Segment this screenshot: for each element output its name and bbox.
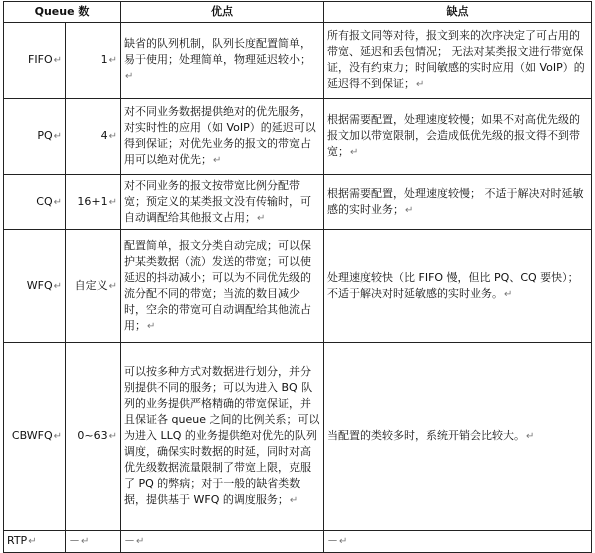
queue-count: － [69, 534, 80, 547]
return-mark-icon: ↵ [53, 55, 62, 66]
pros-text: 对不同业务数据提供绝对的优先服务，对实时性的应用（如 VoIP）的延迟可以得到保证；对优先业务的报文的带宽占用可以绝对优先； [124, 105, 316, 166]
queue-name-cell [4, 99, 66, 175]
return-mark-icon: ↵ [108, 55, 117, 66]
return-mark-icon: ↵ [339, 536, 348, 547]
table-row [4, 531, 592, 553]
return-mark-icon: ↵ [147, 320, 156, 332]
return-mark-icon: ↵ [108, 431, 117, 442]
queue-name: WFQ [26, 278, 53, 292]
queue-count-cell [66, 343, 121, 531]
pros-cell [121, 175, 324, 230]
pros-cell [121, 343, 324, 531]
pros-text: 缺省的队列机制，队列长度配置简单，易于使用；处理简单，物理延迟较小； [124, 37, 311, 66]
table-row [4, 230, 592, 343]
queue-count: 0~63 [77, 429, 108, 442]
header-pros: 优点 [121, 2, 324, 23]
queue-name-cell [4, 23, 66, 99]
table-header-row [4, 2, 592, 23]
cons-text: 根据需要配置，处理速度较慢；如果不对高优先级的报文加以带宽限制，会造成低优先级的报文得不到带宽； [327, 113, 580, 158]
queue-name: CQ [36, 194, 53, 208]
queue-comparison-table [3, 1, 592, 553]
queue-name-cell [4, 343, 66, 531]
queue-name: RTP [7, 534, 28, 547]
queue-count-cell [66, 230, 121, 343]
pros-cell [121, 230, 324, 343]
queue-count-cell [66, 23, 121, 99]
pros-text: 配置简单，报文分类自动完成；可以保护某类数据（流）发送的带宽；可以使延迟的抖动减小；可以为不同优先级的流分配不同的带宽；当流的数目减少时，空余的带宽可自动调配给其他流占用； [124, 238, 311, 332]
cons-text: 所有报文同等对待，报文到来的次序决定了可占用的带宽、延迟和丢包情况； 无法对某类报文进行带宽保证，没有约束力；时间敏感的实时应用（如 VoIP）的延迟得不到保证； [327, 29, 585, 90]
table-row [4, 175, 592, 230]
cons-cell [324, 99, 592, 175]
pros-text: 可以按多种方式对数据进行划分，并分别提供不同的服务；可以为进入 BQ 队列的业务提供严格精确的带宽保证，并且保证各 queue 之间的比例关系；可以为进入 LLQ 的业务提供绝对优先的队列调度，确保实时数据的时延，同时对高优先级数据流量限制了带宽上限，克服了 PQ 的弊病；对于一般的缺省类数据，提供基于 WFQ 的调度服务； [124, 365, 320, 506]
queue-count-cell [66, 175, 121, 230]
pros-text: 对不同业务的报文按带宽比例分配带宽；预定义的某类报文没有传输时，可自动调配给其他报文占用； [124, 178, 311, 224]
cons-text: 当配置的类较多时，系统开销会比较大。 [327, 429, 525, 442]
return-mark-icon: ↵ [108, 280, 117, 292]
queue-name: FIFO [28, 53, 53, 66]
return-mark-icon: ↵ [53, 280, 62, 292]
return-mark-icon: ↵ [504, 288, 513, 300]
cons-cell [324, 531, 592, 553]
queue-name: PQ [37, 129, 53, 142]
queue-name-cell [4, 230, 66, 343]
return-mark-icon: ↵ [28, 536, 37, 547]
cons-text: 处理速度较快（比 FIFO 慢，但比 PQ、CQ 要快）；不适于解决对时延敏感的实时业务。 [327, 270, 579, 300]
table-row [4, 343, 592, 531]
return-mark-icon: ↵ [81, 536, 90, 547]
queue-count: 自定义 [74, 278, 108, 292]
pros-cell [121, 531, 324, 553]
queue-name-cell [4, 175, 66, 230]
return-mark-icon: ↵ [108, 196, 117, 208]
cons-text: 根据需要配置，处理速度较慢； 不适于解决对时延敏感的实时业务； [327, 186, 584, 216]
return-mark-icon: ↵ [257, 212, 266, 224]
pros-cell [121, 99, 324, 175]
return-mark-icon: ↵ [53, 131, 62, 142]
queue-count: 16+1 [77, 194, 108, 208]
cons-text: － [327, 534, 338, 547]
return-mark-icon: ↵ [108, 131, 117, 142]
queue-count: 4 [100, 129, 108, 142]
cons-cell [324, 343, 592, 531]
header-queue-count [4, 2, 121, 23]
cons-cell [324, 175, 592, 230]
cons-cell [324, 23, 592, 99]
return-mark-icon: ↵ [289, 495, 299, 506]
queue-count-cell [66, 99, 121, 175]
queue-name-cell [4, 531, 66, 553]
return-mark-icon: ↵ [350, 147, 359, 158]
queue-count-cell [66, 531, 121, 553]
queue-name: CBWFQ [11, 429, 53, 442]
return-mark-icon: ↵ [405, 204, 414, 216]
table-row [4, 23, 592, 99]
return-mark-icon: ↵ [416, 79, 425, 90]
return-mark-icon: ↵ [53, 196, 62, 208]
pros-text: － [124, 534, 135, 547]
return-mark-icon: ↵ [526, 431, 535, 442]
return-mark-icon: ↵ [136, 536, 145, 547]
header-cons: 缺点 [324, 2, 592, 23]
return-mark-icon: ↵ [213, 155, 222, 166]
cons-cell [324, 230, 592, 343]
pros-cell [121, 23, 324, 99]
header-count: 数 [78, 5, 90, 18]
header-queue: Queue [34, 5, 75, 18]
return-mark-icon: ↵ [53, 431, 62, 442]
queue-count: 1 [100, 53, 108, 66]
return-mark-icon: ↵ [125, 71, 134, 82]
table-row [4, 99, 592, 175]
